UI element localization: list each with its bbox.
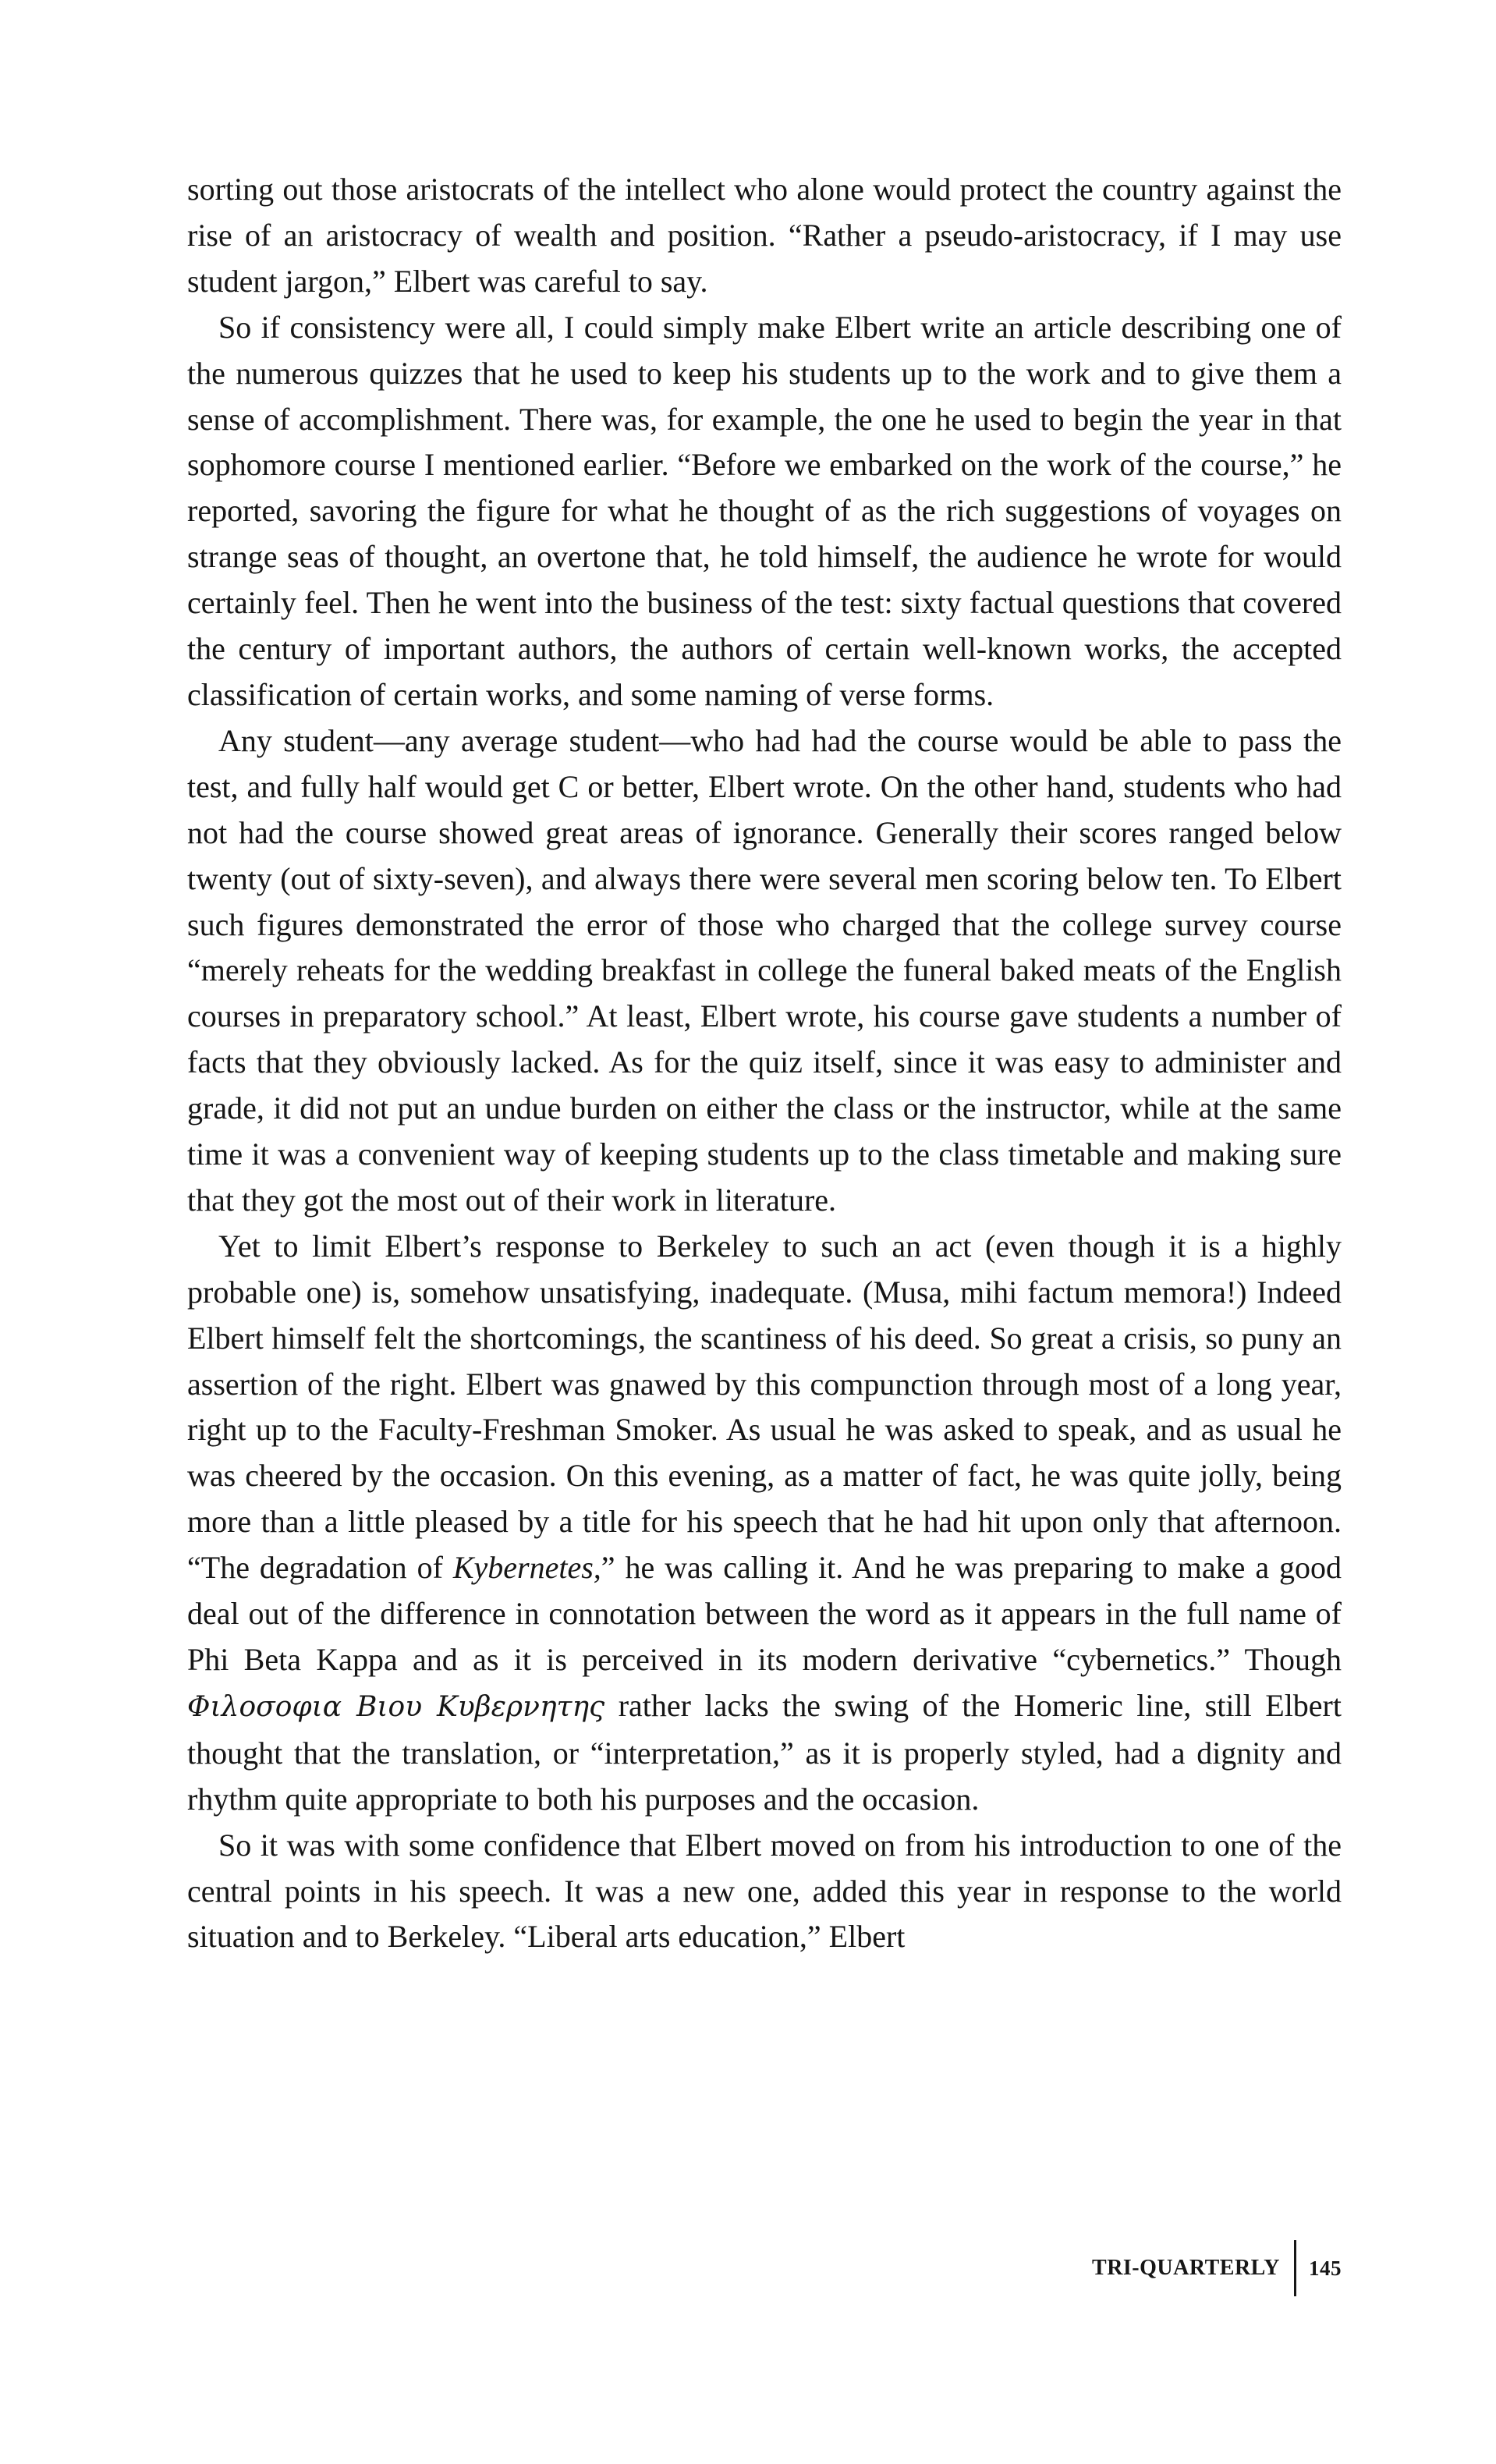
text-run: Yet to limit Elbert’s response to Berkeley to such an act (even though it is a highly probable one) is, somehow unsatisfying, inadequate. (Musa, mihi factum memora!) Indeed Elbert himself felt the shortcomings, the scantiness of his deed. So great a crisis, so puny an assertion of the right. Elbert was gnawed by this compunction through most of a long year, right up to the Faculty-Freshman Smoker. As usual he was asked to speak, and as usual he was cheered by the occasion. On this evening, as a matter of fact, he was quite jolly, being more than a little pleased by a title for his speech that he had hit upon only that afternoon. “The degradation of (187, 1228, 1342, 1586)
greek-phrase: Φιλοσοφια Βιου Κυβερνητης (187, 1690, 605, 1723)
paragraph (187, 305, 1342, 718)
text-run: ” he was calling it. And he was preparing to make a good deal out of the difference in connotation between the word as it appears in the full name of Phi Beta Kappa and as it is perceived in its modern derivative “cybernetics.” Though (187, 1550, 1342, 1677)
text-run: Any student—any average student—who had had the course would be able to pass the test, and fully half would get C or better, Elbert wrote. On the other hand, students who had not had the course showed great areas of ignorance. Generally their scores ranged below twenty (out of sixty-seven), and always there were several men scoring below ten. To Elbert such figures demonstrated the error of those who charged that the college survey course “merely reheats for the wedding breakfast in college the funeral baked meats of the English courses in preparatory school.” At least, Elbert wrote, his course gave students a number of facts that they obviously lacked. As for the quiz itself, since it was easy to administer and grade, it did not put an undue burden on either the class or the instructor, while at the same time it was a convenient way of keeping students up to the class timetable and making sure that they got the most out of their work in literature. (187, 722, 1342, 1218)
running-footer (905, 2240, 1342, 2296)
text-run: So if consistency were all, I could simply make Elbert write an article describing one of the numerous quizzes that he used to keep his students up to the work and to give them a sense of accomplishment. There was, for example, the one he used to begin the year in that sophomore course I mentioned earlier. “Before we embarked on the work of the course,” he reported, savoring the figure for what he thought of as the rich suggestions of voyages on strange seas of thought, an overtone that, he told himself, the audience he wrote for would certainly feel. Then he went into the business of the test: sixty factual questions that covered the century of important authors, the authors of certain well-known works, the accepted classification of certain works, and some naming of verse forms. (187, 309, 1342, 712)
text-run: sorting out those aristocrats of the intellect who alone would protect the country against the rise of an aristocracy of wealth and position. “Rather a pseudo-aristocracy, if I may use student jargon,” Elbert was careful to say. (187, 172, 1342, 299)
text-run: So it was with some confidence that Elbert moved on from his introduction to one of the central points in his speech. It was a new one, added this year in response to the world situation and to Berkeley. “Liberal arts education,” Elbert (187, 1827, 1342, 1955)
paragraph (187, 1224, 1342, 1823)
journal-title: TRI-QUARTERLY (1092, 2256, 1280, 2280)
text-run: rather lacks the swing of the Homeric line, still Elbert thought that the translation, or “interpretation,” as it is properly styled, had a dignity and rhythm quite appropriate to both his purposes and the occasion. (187, 1687, 1342, 1817)
page-number: 145 (1309, 2256, 1342, 2280)
italic-term: Kybernetes, (452, 1550, 601, 1586)
body-text (187, 167, 1342, 1960)
paragraph (187, 167, 1342, 305)
paragraph (187, 718, 1342, 1224)
paragraph (187, 1823, 1342, 1961)
